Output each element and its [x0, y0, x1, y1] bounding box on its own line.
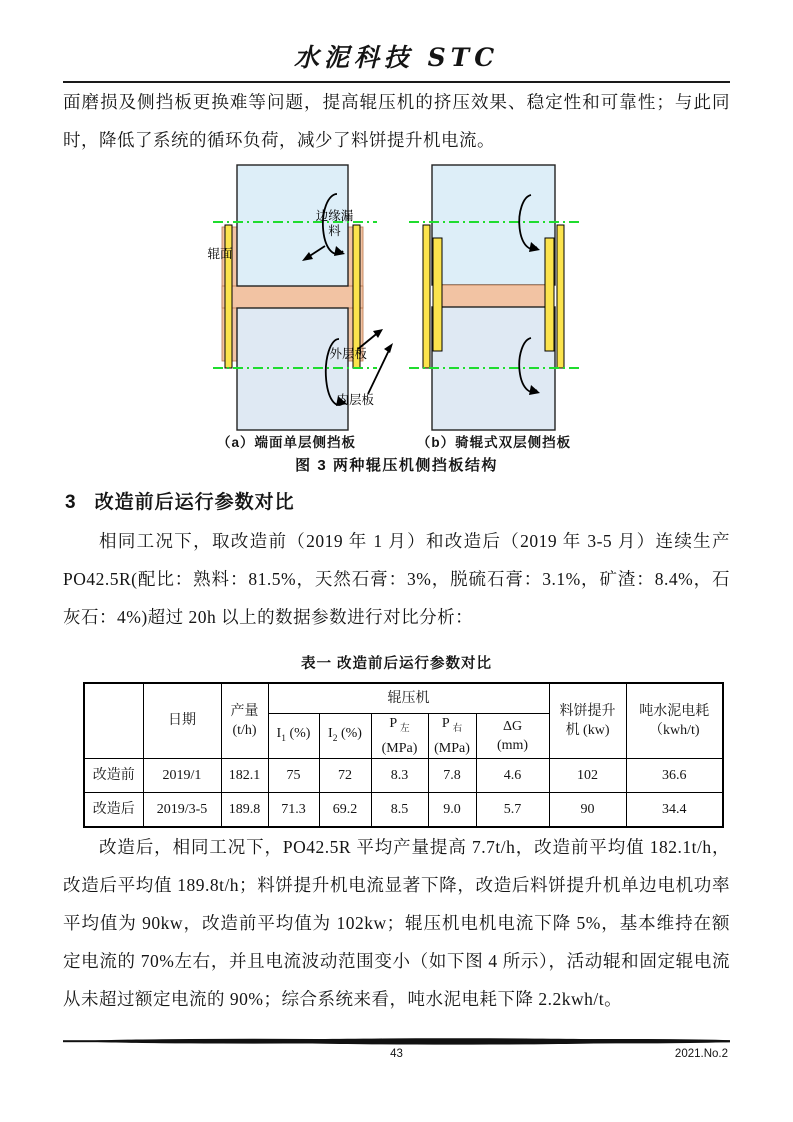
- th-p-right-line1: [429, 714, 476, 739]
- cell-output: 182.1: [221, 758, 268, 792]
- caption-diagram-b: （b）骑辊式双层侧挡板: [416, 435, 572, 450]
- outer-baffle-right-b: [557, 225, 564, 368]
- th-i1: [268, 714, 319, 759]
- cell-power: 36.6: [626, 758, 723, 792]
- cell-delta-g: 5.7: [476, 792, 549, 827]
- th-i2-unit: (%): [337, 725, 362, 741]
- cell-i2: 72: [319, 758, 371, 792]
- th-power-per-ton-line1: 吨水泥电耗: [639, 703, 710, 719]
- figure-3-caption: 图 3 两种辊压机侧挡板结构: [295, 457, 498, 474]
- th-power-per-ton-line2: （kwh/t): [649, 722, 700, 738]
- cell-p-right: 9.0: [428, 792, 476, 827]
- section-title: 改造前后运行参数对比: [94, 492, 295, 513]
- th-p-right-unit: (MPa): [434, 740, 470, 756]
- th-corner: [84, 683, 143, 758]
- cell-p-left: 8.3: [371, 758, 428, 792]
- page-number: 43: [390, 1048, 403, 1060]
- table-row-after: [84, 792, 723, 827]
- cell-p-left: 8.5: [371, 792, 428, 827]
- figure-3-canvas: [187, 163, 607, 451]
- cell-i1: 75: [268, 758, 319, 792]
- th-p-right-base: P: [441, 716, 450, 731]
- row-date: 2019/3-5: [143, 792, 221, 827]
- table-header-row-1: [84, 683, 723, 714]
- th-date: 日期: [143, 683, 221, 758]
- th-cake-elevator: [549, 683, 626, 758]
- cell-power: 34.4: [626, 792, 723, 827]
- th-p-left-line1: [372, 714, 428, 739]
- section-heading: [65, 487, 730, 514]
- table-row-before: [84, 758, 723, 792]
- th-roller-press-group: 辊压机: [268, 683, 549, 714]
- label-edge-leakage: 边缘漏料: [315, 209, 354, 238]
- intro-paragraph: 面磨损及侧挡板更换难等问题，提高辊压机的挤压效果、稳定性和可靠性；与此同时，降低了系统的循环负荷，减少了料饼提升机电流。: [63, 92, 730, 150]
- diagram-a: [213, 165, 393, 430]
- analysis-paragraph: 改造后，相同工况下，PO42.5R 平均产量提高 7.7t/h，改造前平均值 182.1t/h，改造后平均值 189.8t/h；料饼提升机电流显著下降，改造后料饼提升机单边电机功率平均值为 90kw，改造前平均值为 102kw；辊压机电机电流下降 5%，基本维持在额定电流的 70%左右，并且电流波动范围变小（如下图 4 所示），活动辊和固定辊电流从未超过额定电流的 90%；综合系统来看，吨水泥电耗下降 2.2kwh/t。: [63, 836, 730, 1009]
- th-delta-g-line1: ΔG: [502, 718, 523, 734]
- cell-delta-g: 4.6: [476, 758, 549, 792]
- th-i2-sub: 2: [332, 733, 338, 744]
- cell-elevator: 102: [549, 758, 626, 792]
- material-band-a: [222, 286, 363, 308]
- section-number: 3: [65, 492, 77, 513]
- table-title: 表一 改造前后运行参数对比: [300, 656, 493, 672]
- figure-3-block: [63, 163, 730, 475]
- th-cake-elevator-line2: 机 (kw): [565, 722, 610, 738]
- th-power-per-ton: [626, 683, 723, 758]
- th-p-right: [428, 714, 476, 759]
- row-date: 2019/1: [143, 758, 221, 792]
- material-band-b: [442, 285, 545, 307]
- cell-p-right: 7.8: [428, 758, 476, 792]
- roller-press-diagram-svg: [187, 163, 607, 451]
- outer-baffle-left-b: [423, 225, 430, 368]
- inner-plate-arrow: [368, 346, 391, 394]
- cell-output: 189.8: [221, 792, 268, 827]
- inner-plate-arrowhead: [384, 343, 393, 353]
- th-i2: [319, 714, 371, 759]
- section-paragraph: 相同工况下，取改造前（2019 年 1 月）和改造后（2019 年 3-5 月）连续生产 PO42.5R(配比：熟料：81.5%，天然石膏：3%，脱硫石膏：3.1%，矿渣：8.4%，石灰石：4%)超过 20h 以上的数据参数进行对比分析：: [63, 531, 730, 627]
- row-label: 改造前: [84, 758, 143, 792]
- th-i1-base: I: [276, 725, 282, 741]
- th-delta-g-line2: (mm): [496, 737, 529, 753]
- roller-top-b: [432, 165, 555, 285]
- label-outer-plate: 外层板: [329, 347, 368, 361]
- cell-i1: 71.3: [268, 792, 319, 827]
- label-inner-plate: 内层板: [336, 393, 375, 407]
- row-label: 改造后: [84, 792, 143, 827]
- footer-rule-svg: [63, 1037, 730, 1046]
- page-footer: [63, 1037, 730, 1064]
- journal-title: 水泥科技 STC: [293, 43, 500, 72]
- parameters-table: [83, 682, 724, 828]
- th-output-line2: (t/h): [232, 722, 257, 738]
- th-output-line1: 产量: [230, 703, 259, 719]
- th-p-right-sub: 右: [452, 723, 463, 734]
- th-output: [221, 683, 268, 758]
- th-delta-g: [476, 714, 549, 759]
- cell-i2: 69.2: [319, 792, 371, 827]
- footer-rule: [63, 1037, 730, 1046]
- footer-row: [63, 1048, 730, 1064]
- th-p-left: [371, 714, 428, 759]
- th-i1-unit: (%): [285, 725, 311, 741]
- diagram-b: [409, 165, 579, 430]
- issue-number: 2021.No.2: [674, 1048, 728, 1060]
- inner-baffle-left-b: [433, 238, 442, 351]
- cell-elevator: 90: [549, 792, 626, 827]
- th-i1-sub: 1: [281, 733, 286, 744]
- th-p-left-sub: 左: [400, 723, 410, 734]
- th-p-left-base: P: [389, 716, 397, 731]
- th-cake-elevator-line1: 料饼提升: [559, 703, 616, 719]
- th-p-left-unit: (MPa): [381, 740, 418, 756]
- label-roller-surface: 辊面: [207, 247, 233, 261]
- caption-diagram-a: （a）端面单层侧挡板: [216, 435, 356, 450]
- th-i2-base: I: [328, 725, 333, 741]
- inner-baffle-right-b: [545, 238, 554, 351]
